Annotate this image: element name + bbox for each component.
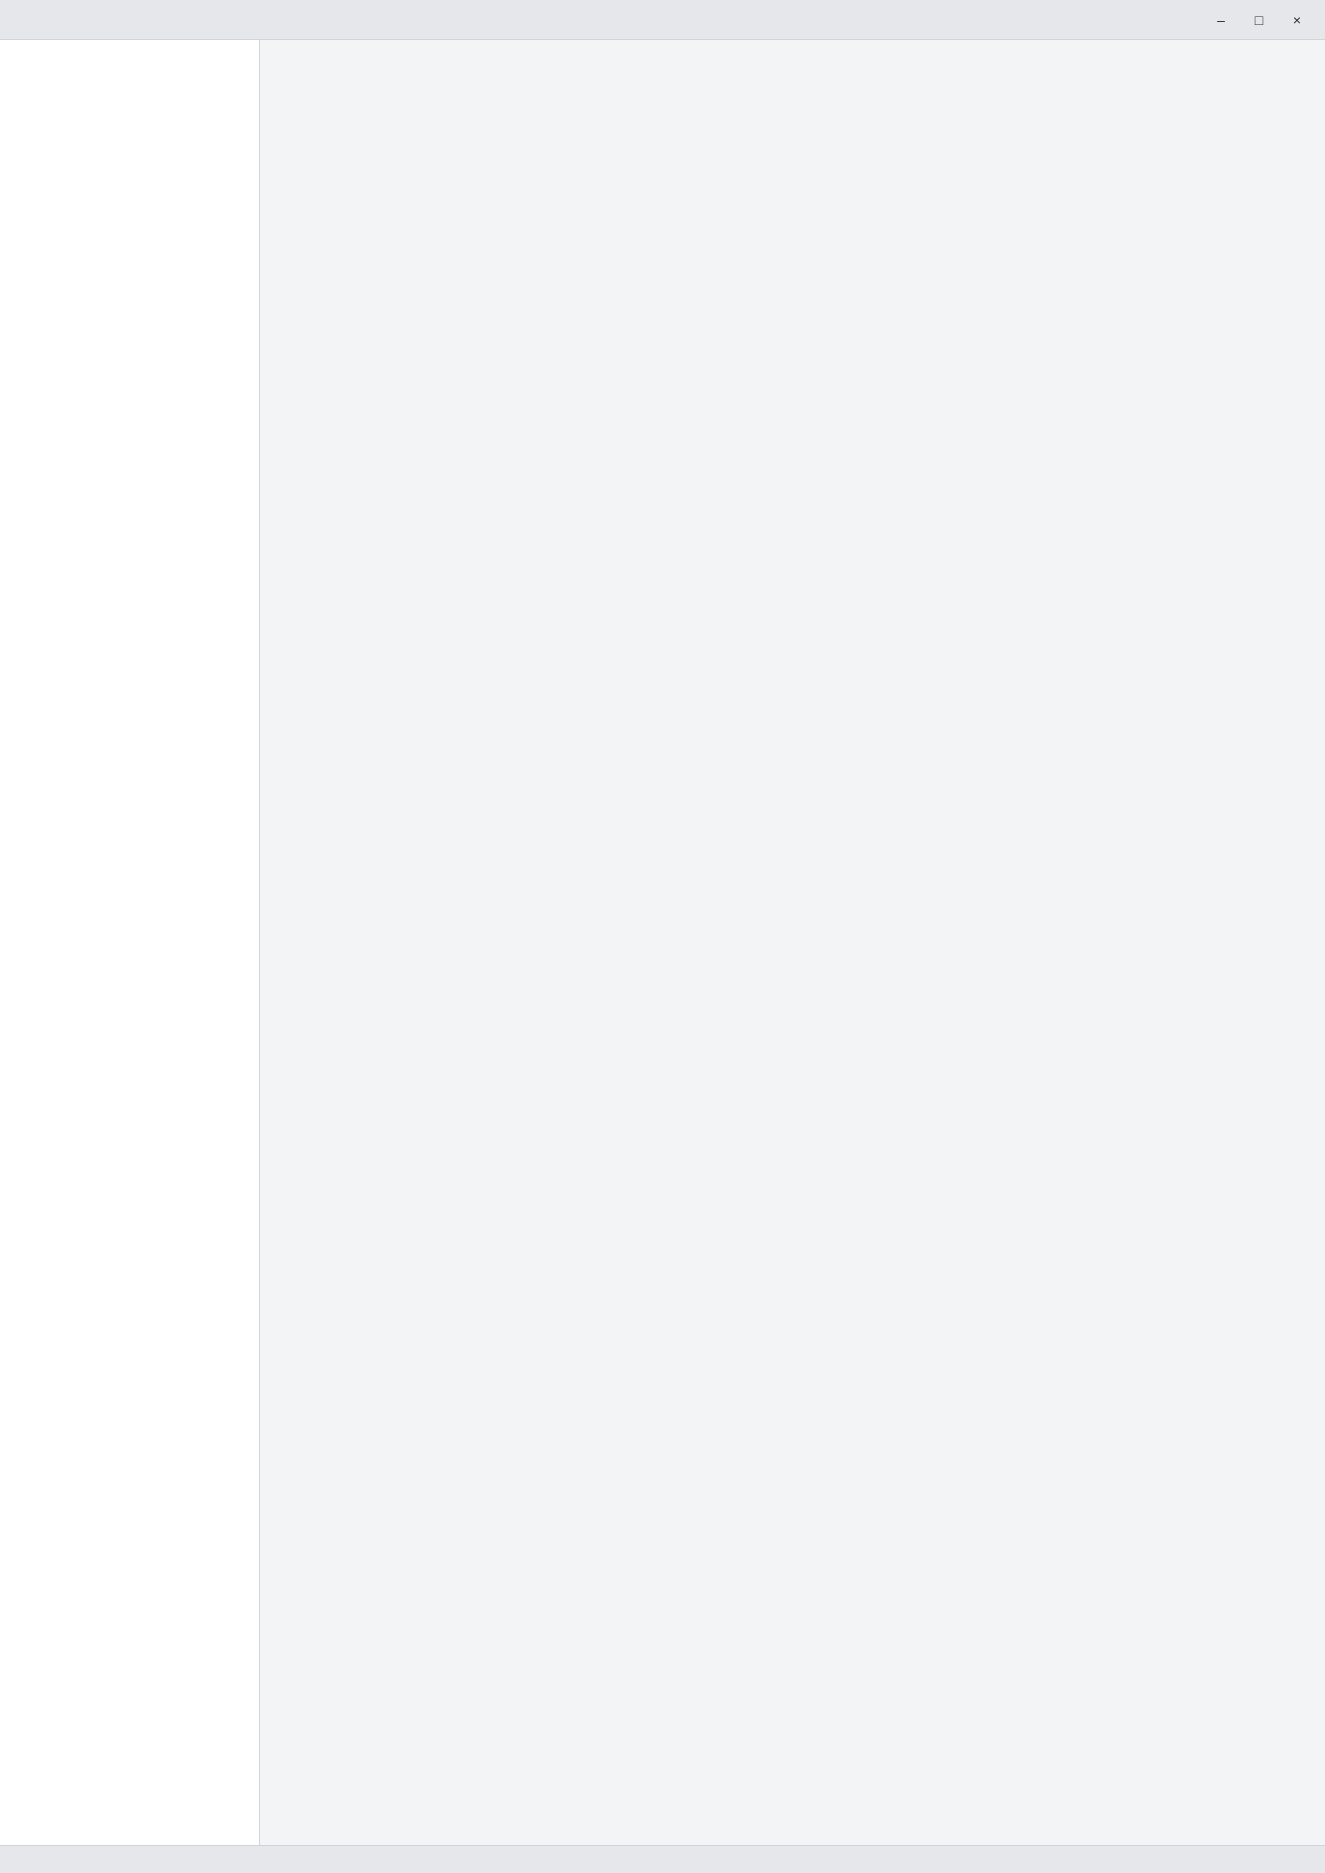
minimize-icon[interactable]: – <box>1217 11 1225 28</box>
body-area <box>0 40 1325 1845</box>
status-bar <box>0 1845 1325 1873</box>
main-content <box>260 40 1325 1845</box>
sidebar <box>0 40 260 1845</box>
title-bar <box>0 0 1325 40</box>
maximize-icon[interactable]: □ <box>1254 11 1264 28</box>
close-icon[interactable]: × <box>1292 11 1302 28</box>
